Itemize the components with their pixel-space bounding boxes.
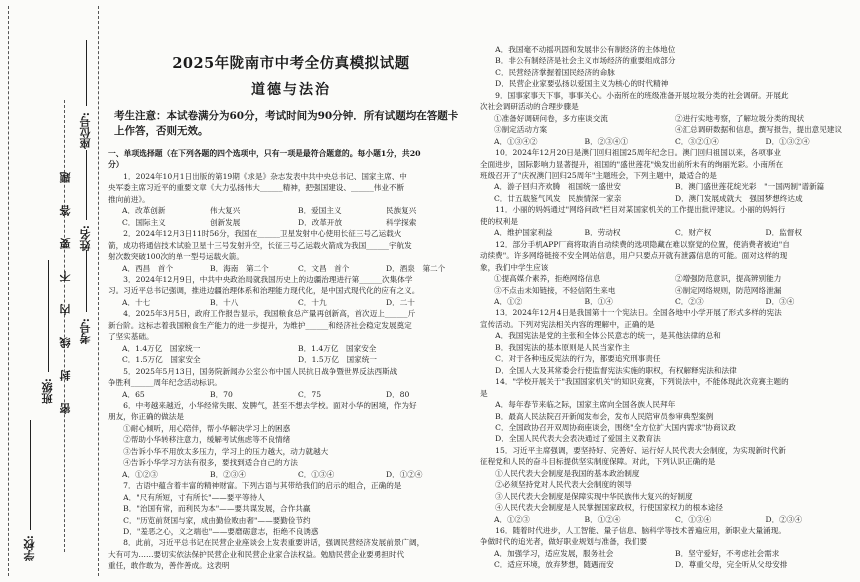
option-row — [108, 354, 474, 365]
option: 民族复兴 — [386, 206, 417, 216]
option: C．廿五载鉴气风发 民族情深一家亲 — [494, 193, 622, 203]
text-line: 象，我们中学生应该 — [480, 262, 549, 272]
option: D．80 — [386, 389, 410, 399]
text-line: ①耐心倾听，用心陪伴，帮小华解决学习上的困惑 — [108, 423, 291, 433]
option-row — [480, 227, 856, 238]
text-line: 9．国事家事天下事，事事关心。小南所在的班级准备开展垃圾分类的社会调研。开展此 — [480, 90, 789, 100]
text-line: B．"治国有常，而利民为本"——要共谋发展，合作共赢 — [108, 504, 311, 514]
option: D．二十 — [386, 297, 415, 307]
text-line: 3．2024年12月9日，中共中央政治局就我国历史上的边疆治理进行第______次集体学 — [108, 274, 413, 284]
option-row — [108, 217, 474, 228]
option-row — [480, 181, 856, 192]
option: 伟大复兴 — [210, 206, 241, 216]
notice-line-1: 考生注意：本试卷满分为60分，考试时间为90分钟．所有试题均在答题卡 — [114, 110, 459, 122]
text-line: 争做时代的追光者，做好职业规划与准备，我们要 — [480, 537, 648, 547]
option: D．1.5万亿 国家统一 — [298, 355, 377, 365]
option: C．③②①④ — [675, 136, 719, 146]
option: C．1.5万亿 国家安全 — [122, 355, 201, 365]
option: ②进行实地考察，了解垃圾分类的现状 — [675, 113, 805, 123]
exam-no-label: 考号: — [79, 318, 92, 345]
option-row — [108, 469, 474, 480]
text-line: B．最高人民法院召开新闻发布会，发布人民陪审员参审典型案例 — [480, 411, 714, 421]
text-line: 4．2025年3月5日，政府工作报告显示，我国粮食总产量再创新高，首次迈上______斤 — [108, 309, 416, 319]
binding-margin — [0, 0, 104, 582]
option-row — [108, 389, 474, 400]
option: D．①②④ — [386, 469, 423, 479]
cut-line-outer — [8, 6, 9, 576]
option: 创新发展 — [210, 217, 241, 227]
text-line: D．全国人大及其常委会行使监督宪法实施的职权，有权解释宪法和法律 — [480, 365, 737, 375]
option-row — [108, 297, 474, 308]
text-line: ②必须坚持党对人民代表大会制度的领导 — [480, 480, 632, 490]
exam-no-field[interactable] — [86, 250, 87, 312]
option: A．改革创新 — [122, 206, 166, 216]
section-heading: 一、单项选择题（在下列各题的四个选项中，只有一项是最符合题意的。每小题1分，共20 — [108, 149, 421, 158]
option-row — [108, 263, 474, 274]
section-heading: 分） — [108, 160, 124, 170]
option: ①提高媒介素养，拒绝网络信息 — [494, 274, 601, 284]
option: A．游子回归齐欢腾 祖国统一盛世安 — [494, 182, 621, 192]
text-line: 次社会调研活动的合理步骤是 — [480, 102, 579, 112]
option: A．加强学习，适应发展，服务社会 — [494, 548, 614, 558]
text-line: A．每年春节来临之际，国家主席向全国各族人民拜年 — [480, 400, 676, 410]
text-line: 征程党和人民的奋斗目标提供坚实制度保障。对此，下列认识正确的是 — [480, 457, 716, 467]
text-line: C．对于各种违反宪法的行为，都要追究刑事责任 — [480, 354, 661, 364]
text-line: 习。习近平总书记强调，推进边疆治理体系和治理能力现代化，是中国式现代化的应有之义。 — [108, 286, 420, 296]
option-row — [480, 548, 856, 559]
option: A．西昌 首个 — [122, 263, 174, 273]
option: A．①② — [494, 296, 523, 306]
option: C．75 — [298, 389, 322, 399]
seat-no-label: 座位号: — [79, 112, 92, 150]
option: C．十九 — [298, 297, 327, 307]
text-line: D．全国人民代表大会表决通过了爱国主义教育法 — [480, 434, 661, 444]
text-line: 央军委主席习近平的重要文章《大力弘扬伟大______精神，把强国建设、______伟业不断 — [108, 183, 405, 193]
class-field[interactable] — [48, 260, 49, 372]
text-line: 1．2024年10月1日出版的第19期《求是》杂志发表中共中央总书记、国家主席、中 — [108, 171, 407, 181]
text-line: ④告诉小华学习方法有很多，要找到适合自己的方法 — [108, 458, 298, 468]
text-line: 14．"学校开展关于"我国国家机关"的知识竞赛，下列说法中，不能体现此次竞赛主题的 — [480, 377, 789, 387]
text-line: ②帮助小华转移注意力，缓解考试焦虑等不良情绪 — [108, 435, 291, 445]
text-line: 11．小丽的妈妈通过"网络问政"栏目对某国家机关的工作提出批评建议。小丽的妈妈行 — [480, 205, 786, 215]
text-line: 2．2024年12月3日11时56分，我国在______卫星发射中心使用长征三号乙运载火 — [108, 229, 402, 239]
option: ③制定活动方案 — [494, 125, 548, 135]
option: D．②③④ — [765, 514, 802, 524]
text-line: 13．2024年12月4日是我国第十一个宪法日。全国各地中小学开展了形式多样的宪法 — [480, 308, 782, 318]
option: A．维护国家利益 — [494, 228, 553, 238]
option: A．1.4万亿 国家统一 — [122, 343, 201, 353]
text-line: 16．随着时代进步，人工智能、量子信息、脑科学等技术普遍应用，新职业大量涌现。 — [480, 526, 786, 536]
class-label: 班级: — [41, 378, 54, 405]
text-line: 宣传活动。下列对宪法相关内容的理解中，正确的是 — [480, 319, 655, 329]
option: A．①③④② — [494, 136, 538, 146]
option: A．65 — [122, 389, 145, 399]
option: ②增强防范意识，提高辨别能力 — [675, 274, 782, 284]
option: B．爱国主义 — [298, 206, 342, 216]
option-row — [480, 193, 856, 204]
exam-title: 2025年陇南市中考全仿真模拟试题 — [172, 55, 410, 72]
option-row — [480, 124, 856, 135]
text-line: 使的权利是 — [480, 216, 518, 226]
text-line: 8．此前，习近平总书记在民营企业座谈会上发表重要讲话，强调民营经济发展前景广阔， — [108, 538, 425, 548]
option-row — [108, 343, 474, 354]
left-column — [108, 0, 474, 572]
right-column — [480, 44, 856, 571]
seal-warning: 密封线内不要答题 — [59, 150, 72, 414]
option: D．①③②④ — [765, 136, 810, 146]
text-line: 全面进步，国际影响力显著提升，祖国的"盛世莲花"焕发出前所未有的绚丽光彩。小南所在 — [480, 159, 784, 169]
option: C．适应环境，放弃梦想，随遇而安 — [494, 560, 614, 570]
seat-no-field[interactable] — [86, 40, 87, 106]
notice-line-2: 上作答，否则无效。 — [114, 125, 209, 137]
school-label: 学校: — [23, 535, 36, 562]
text-line: 是 — [480, 388, 488, 398]
option-row — [480, 559, 856, 570]
text-line: 6．中考越来越近，小华经常失眠、发脾气，甚至不想去学校。面对小华的困境，作为好 — [108, 400, 417, 410]
option: B．70 — [210, 389, 233, 399]
option: A．①②③ — [494, 514, 530, 524]
name-field[interactable] — [86, 150, 87, 220]
option: ④汇总调研数据和信息，撰写报告，提出意见建议 — [675, 125, 843, 135]
text-line: B．非公有制经济是社会主义市场经济的重要组成部分 — [480, 56, 676, 66]
text-line: 争胜利______周年纪念活动标识。 — [108, 378, 222, 388]
text-line: A．我国宪法是党的主张和全体公民意志的统一，是其他法律的总和 — [480, 331, 721, 341]
option: D．澳门发展成就大 强国梦想终达成 — [675, 193, 803, 203]
school-field[interactable] — [30, 420, 31, 530]
option: D．③④ — [765, 296, 795, 306]
text-line: 12．部分手机APP厂商将取消自动续费的选项隐藏在难以察觉的位置，使消费者被迫"自 — [480, 239, 790, 249]
cut-line-inner — [98, 6, 99, 576]
text-line: 10．2024年12月20日是澳门回归祖国25周年纪念日。澳门回归祖国以来，各项事业 — [480, 148, 781, 158]
text-line: ③告诉小华不用放太多压力，学习上的压力越大，动力就越大 — [108, 446, 329, 456]
option: C．国际主义 — [122, 217, 166, 227]
option-row — [480, 136, 856, 147]
option: B．①④ — [584, 296, 613, 306]
option: A．①②③ — [122, 469, 158, 479]
option: D．监督权 — [765, 228, 802, 238]
text-line: 了坚实基础。 — [108, 332, 154, 342]
text-line: 5．2025年5月13日，国务院新闻办公室公布中国人民抗日战争暨世界反法西斯战 — [108, 366, 398, 376]
option: B．澳门盛世莲花绽光彩 "一国两制"谱新篇 — [675, 182, 825, 192]
option: 科学探索 — [386, 217, 417, 227]
option: B．1.4万亿 国家安全 — [298, 343, 377, 353]
subject-title: 道德与法治 — [251, 82, 331, 98]
name-label: 姓名: — [79, 225, 92, 252]
text-line: 推向前进》。 — [108, 194, 150, 204]
text-line: 动续费"。许多网络链接不安全网站信息，用户只要点开就有泄露信息的可能。面对这样的现 — [480, 251, 788, 261]
text-line: 重任，敢作敢为，善作善成。这表明 — [108, 561, 230, 571]
text-line: B．我国宪法的基本原则是人民当家作主 — [480, 342, 630, 352]
text-line: ①人民代表大会制度是我国的基本政治制度 — [480, 468, 640, 478]
option-row — [480, 296, 856, 307]
option: C．文昌 首个 — [298, 263, 350, 273]
text-line: ③人民代表大会制度是保障实现中华民族伟大复兴的好制度 — [480, 491, 693, 501]
text-line: D．"羞恶之心，义之端也"——要磨砺意志，拒绝不良诱惑 — [108, 526, 319, 536]
text-line: 班级召开了"庆祝澳门回归25周年"主题班会，下列主题中，最适合的是 — [480, 170, 717, 180]
option: B．②③④ — [210, 469, 246, 479]
option: ③不点击未知链接，不轻信陌生来电 — [494, 285, 616, 295]
option: B．劳动权 — [584, 228, 621, 238]
text-line: 15．习近平主席强调，要坚持好、完善好、运行好人民代表大会制度，为实现新时代新 — [480, 445, 786, 455]
text-line: A．"尺有所短，寸有所长"——要平等待人 — [108, 492, 265, 502]
text-line: 新台阶。这标志着我国粮食生产能力的进一步提升，为维护______和经济社会稳定发展奠定 — [108, 320, 412, 330]
option: D．酒泉 第二个 — [386, 263, 446, 273]
option-row — [480, 273, 856, 284]
option-row — [108, 205, 474, 216]
option: C．②③ — [675, 296, 704, 306]
text-line: 朋友，你正确的做法是 — [108, 412, 184, 422]
left-questions — [108, 148, 474, 572]
text-line: 7．古语中蕴含着丰富的精神财富。下列古语与其带给我们的启示的组合，正确的是 — [108, 481, 402, 491]
option: B．②③④① — [584, 136, 629, 146]
option: C．①③④ — [675, 514, 712, 524]
text-line: D．民营企业家要弘扬以爱国主义为核心的时代精神 — [480, 79, 669, 89]
option: A．十七 — [122, 297, 151, 307]
option: C．①③④ — [298, 469, 335, 479]
option-row — [480, 514, 856, 525]
option-row — [480, 285, 856, 296]
option: D．尊重父母，完全听从父母安排 — [675, 560, 788, 570]
text-line: 大有可为……要切实依法保护民营企业和民营企业家合法权益。勉励民营企业要勇担时代 — [108, 549, 405, 559]
text-line: C．民营经济掌握着国民经济的命脉 — [480, 67, 615, 77]
text-line: C．"历览前贤国与家，成由勤俭败由奢"——要勤俭节约 — [108, 515, 311, 525]
option: C．财产权 — [675, 228, 712, 238]
option: B．①②④ — [584, 514, 621, 524]
text-line: 箭，成功将通信技术试验卫星十三号发射升空，长征三号乙运载火箭成为我国______宇航发 — [108, 240, 412, 250]
right-questions — [480, 44, 856, 571]
text-line: ④人民代表大会制度是人民掌握国家政权，行使国家权力的根本途径 — [480, 503, 723, 513]
exam-notice — [108, 109, 474, 139]
text-line: C．全国政协召开双周协商座谈会，围绕"全方位扩大国内需求"协商议政 — [480, 422, 736, 432]
text-line: A．我国毫不动摇巩固和发展非公有制经济的主体地位 — [480, 45, 676, 54]
option: ①准备好调研问卷，多方座谈交流 — [494, 113, 608, 123]
option: D．改革开放 — [298, 217, 343, 227]
option: B．坚守爱好，不考虑社会需求 — [675, 548, 780, 558]
option: B．海南 第二个 — [210, 263, 269, 273]
option: ④制定网络规则，防范网络泄漏 — [675, 285, 782, 295]
option-row — [480, 113, 856, 124]
text-line: 射次数突破100次的单一型号运载火箭。 — [108, 252, 244, 262]
option: B．十八 — [210, 297, 239, 307]
